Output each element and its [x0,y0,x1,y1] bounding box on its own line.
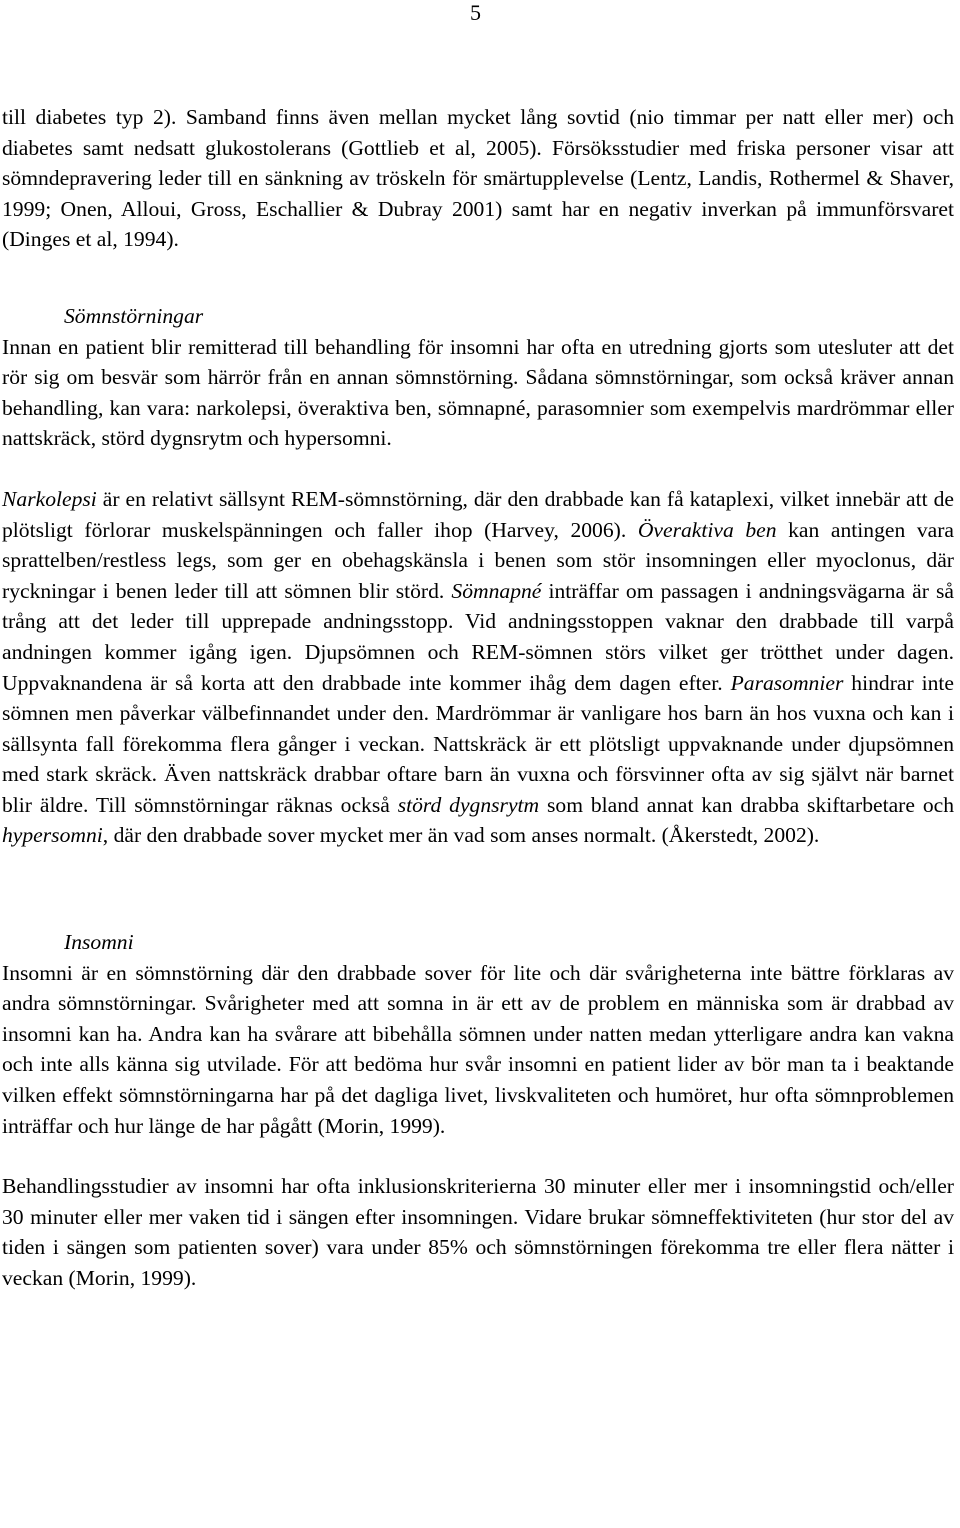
text-segment: kan antingen vara sprattelben/restless legs, som ger en obehagskänsla i benen som stör insomningen eller myoclonus, där ryckningar i benen leder till att sömnen blir störd. [2,517,954,603]
text-segment: som bland annat kan drabba skiftarbetare och [539,792,954,817]
term-somnapne: Sömnapné [451,578,542,603]
text-segment: , där den drabbade sover mycket mer än vad som anses normalt. (Åkerstedt, 2002). [102,823,820,848]
insomni-paragraph-1: Insomni är en sömnstörning där den drabbade sover för lite och där svårigheterna inte bättre förklaras av andra sömnstörningar. Svårigheter med att somna in är ett av de problem en människa som är drabbad av insomni kan ha. Andra kan ha svårare att bibehålla sömnen under natten medan ytterligare andra kan vakna och inte alls känna sig utvilade. För att bedöma hur svår insomni en patient lider av bör man ta i beaktande vilken effekt sömnstörningarna har på det dagliga livet, livskvaliteten och humöret, hur ofta sömnproblemen inträffar och hur länge de har pågått (Morin, 1999). [2,960,954,1138]
insomni-paragraph-2: Behandlingsstudier av insomni har ofta inklusionskriterierna 30 minuter eller mer i insomningstid och/eller 30 minuter eller mer vaken tid i sängen efter insomningen. Vidare brukar sömneffektiviteten (hur stor del av tiden i sängen som patienten sover) vara under 85% och sömnstörningen förekomma tre eller flera nätter i veckan (Morin, 1999). [2,1174,954,1290]
somnstorningar-paragraph-1: Innan en patient blir remitterad till behandling för insomni har ofta en utredning gjorts som utesluter att det rör sig om besvär som härrör från en annan sömnstörning. Sådana sömnstörningar, som också kräver annan behandling, kan vara: narkolepsi, överaktiva ben, sömnapné, parasomnier som exempelvis mardrömmar eller nattskräck, störd dygnsrytm och hypersomni. [2,334,954,451]
term-stord-dygnsrytm: störd dygnsrytm [397,792,540,817]
page-number: 5 [470,0,481,25]
document-body [2,102,954,1294]
intro-paragraph: till diabetes typ 2). Samband finns även mellan mycket lång sovtid (nio timmar per natt eller mer) och diabetes samt nedsatt glukostolerans (Gottlieb et al, 2005). Försöksstudier med friska personer visar att sömndepravering leder till en sänkning av tröskeln för smärtupplevelse (Lentz, Landis, Rothermel & Shaver, 1999; Onen, Alloui, Gross, Eschallier & Dubray 2001) samt har en negativ inverkan på immunförsvaret (Dinges et al, 1994). [2,105,954,252]
somnstorningar-paragraph-2 [2,484,954,851]
term-parasomnier: Parasomnier [730,670,844,695]
term-overaktiva-ben: Överaktiva ben [637,517,777,542]
text-segment: hindrar inte sömnen men påverkar välbefinnandet under den. Mardrömmar är vanligare hos barn än hos vuxna och kan i sällsynta fall förekomma flera gånger i veckan. Nattskräck är ett plötsligt uppvaknande under djupsömnen med stark skräck. Även nattskräck drabbar oftare barn än vuxna och försvinner ofta av sig självt när barnet blir äldre. Till sömnstörningar räknas också [2,670,954,817]
term-hypersomni: hypersomni [2,823,103,848]
term-narkolepsi: Narkolepsi [2,486,97,511]
text-segment: är en relativt sällsynt REM-sömnstörning, där den drabbade kan få kataplexi, vilket innebär att de plötsligt förlorar muskelspänningen och faller ihop (Harvey, 2006). [2,486,954,542]
section-heading-insomni: Insomni [64,930,134,955]
section-heading-somnstorningar: Sömnstörningar [64,303,204,328]
text-segment: inträffar om passagen i andningsvägarna är så trång att det leder till upprepade andningsstopp. Vid andningsstoppen vaknar den drabbade till varpå andningen kommer igång igen. Djupsömnen och REM-sömnen störs vilket ger trötthet under dagen. Uppvaknandena är så korta att den drabbade inte kommer ihåg dem dagen efter. [2,578,954,695]
